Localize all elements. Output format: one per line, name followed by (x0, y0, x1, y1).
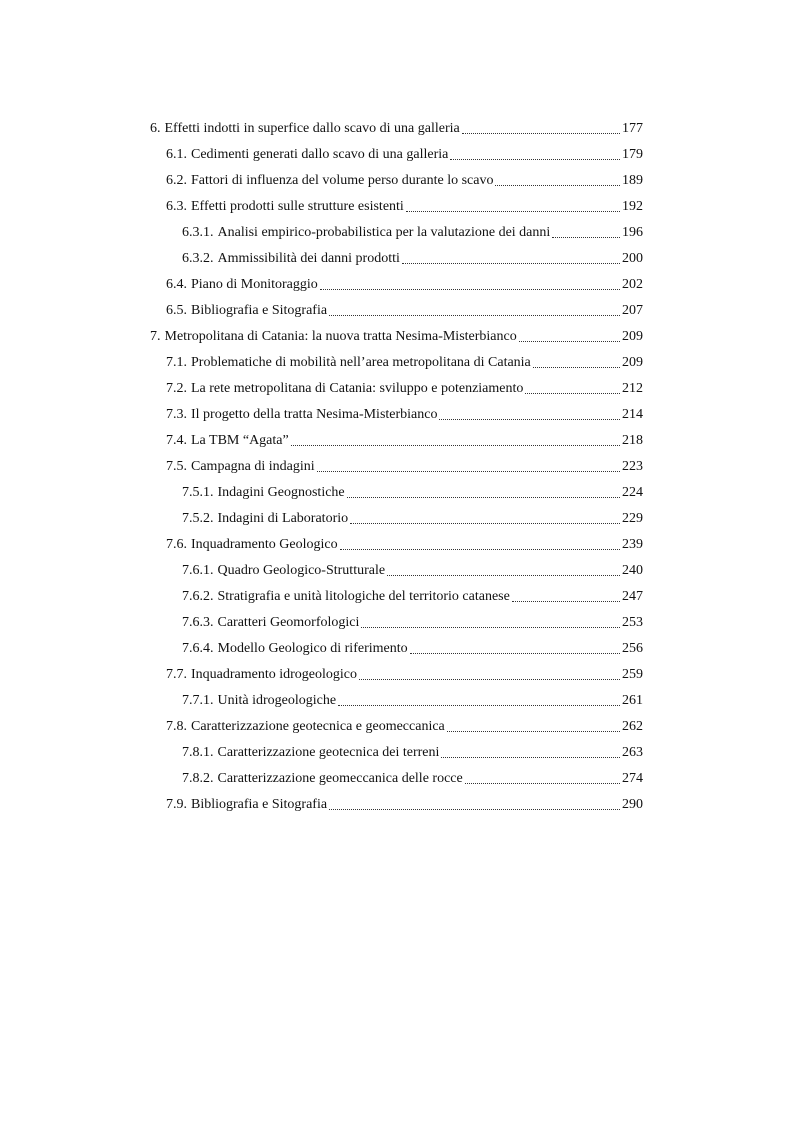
toc-entry-page: 247 (622, 589, 643, 604)
toc-entry-title: La TBM “Agata” (191, 433, 289, 448)
toc-entry-page: 192 (622, 199, 643, 214)
toc-entry-title: Stratigrafia e unità litologiche del territorio catanese (217, 589, 510, 604)
dot-leader (447, 731, 620, 732)
toc-entry-page: 189 (622, 173, 643, 188)
toc-entry-page: 262 (622, 719, 643, 734)
toc-entry-page: 256 (622, 641, 643, 656)
toc-entry-title: Il progetto della tratta Nesima-Misterbianco (191, 407, 438, 422)
toc-entry-title: Indagini di Laboratorio (217, 511, 349, 526)
toc-entry-title: Caratteri Geomorfologici (217, 615, 360, 630)
toc-entry-number: 7.8.2. (182, 771, 214, 786)
toc-entry[interactable] (150, 580, 643, 606)
toc-entry-page: 202 (622, 277, 643, 292)
toc-entry-title: Unità idrogeologiche (217, 693, 337, 708)
dot-leader (338, 705, 620, 706)
toc-entry-number: 7.4. (166, 433, 187, 448)
dot-leader (350, 523, 620, 524)
dot-leader (329, 809, 620, 810)
dot-leader (410, 653, 620, 654)
toc-entry-number: 6.2. (166, 173, 187, 188)
toc-entry-number: 7.9. (166, 797, 187, 812)
toc-entry-page: 261 (622, 693, 643, 708)
toc-entry-title: Effetti indotti in superfice dallo scavo di una galleria (164, 121, 460, 136)
toc-entry-page: 209 (622, 355, 643, 370)
toc-entry-page: 214 (622, 407, 643, 422)
toc-entry-title: Caratterizzazione geomeccanica delle rocce (217, 771, 463, 786)
toc-entry-number: 6.5. (166, 303, 187, 318)
toc-entry-number: 7.5.1. (182, 485, 214, 500)
toc-entry-page: 253 (622, 615, 643, 630)
toc-entry[interactable] (150, 606, 643, 632)
toc-entry-title: Piano di Monitoraggio (191, 277, 318, 292)
toc-entry-title: Metropolitana di Catania: la nuova tratta Nesima-Misterbianco (164, 329, 517, 344)
toc-entry-page: 200 (622, 251, 643, 266)
toc-entry[interactable] (150, 268, 643, 294)
toc-entry[interactable] (150, 112, 643, 138)
toc-entry-number: 7.6. (166, 537, 187, 552)
toc-entry-page: 223 (622, 459, 643, 474)
toc-entry[interactable] (150, 684, 643, 710)
toc-entry[interactable] (150, 788, 643, 814)
toc-entry-title: Caratterizzazione geotecnica dei terreni (217, 745, 440, 760)
toc-entry-page: 196 (622, 225, 643, 240)
toc-entry[interactable] (150, 294, 643, 320)
toc-entry-page: 207 (622, 303, 643, 318)
toc-entry[interactable] (150, 138, 643, 164)
toc-entry-number: 7.6.2. (182, 589, 214, 604)
toc-entry[interactable] (150, 164, 643, 190)
toc-entry-number: 6.3.1. (182, 225, 214, 240)
toc-entry[interactable] (150, 372, 643, 398)
toc-entry[interactable] (150, 320, 643, 346)
toc-entry-number: 7.8. (166, 719, 187, 734)
toc-entry-title: Campagna di indagini (191, 459, 315, 474)
toc-entry-title: Problematiche di mobilità nell’area metropolitana di Catania (191, 355, 531, 370)
toc-entry-number: 7.7. (166, 667, 187, 682)
toc-entry[interactable] (150, 710, 643, 736)
toc-entry[interactable] (150, 424, 643, 450)
toc-entry-title: Caratterizzazione geotecnica e geomeccanica (191, 719, 445, 734)
toc-entry[interactable] (150, 554, 643, 580)
toc-entry-number: 6.1. (166, 147, 187, 162)
toc-entry-title: Indagini Geognostiche (217, 485, 345, 500)
toc-entry-page: 224 (622, 485, 643, 500)
toc-entry-number: 7.6.4. (182, 641, 214, 656)
dot-leader (552, 237, 620, 238)
toc-entry-title: Modello Geologico di riferimento (217, 641, 408, 656)
dot-leader (525, 393, 620, 394)
toc-entry-number: 7.6.3. (182, 615, 214, 630)
dot-leader (340, 549, 620, 550)
toc-entry-title: Cedimenti generati dallo scavo di una galleria (191, 147, 449, 162)
toc-entry-page: 229 (622, 511, 643, 526)
toc-entry-number: 7.3. (166, 407, 187, 422)
toc-entry[interactable] (150, 632, 643, 658)
toc-entry-number: 6. (150, 121, 161, 136)
toc-entry-page: 240 (622, 563, 643, 578)
dot-leader (329, 315, 620, 316)
toc-entry-title: Quadro Geologico-Strutturale (217, 563, 386, 578)
toc-entry-title: Ammissibilità dei danni prodotti (217, 251, 400, 266)
toc-entry-number: 7.7.1. (182, 693, 214, 708)
toc-entry[interactable] (150, 450, 643, 476)
toc-entry-number: 6.3.2. (182, 251, 214, 266)
toc-entry[interactable] (150, 242, 643, 268)
toc-entry-title: La rete metropolitana di Catania: sviluppo e potenziamento (191, 381, 524, 396)
toc-entry[interactable] (150, 346, 643, 372)
toc-entry-page: 212 (622, 381, 643, 396)
toc-entry-title: Inquadramento Geologico (191, 537, 338, 552)
toc-entry-page: 218 (622, 433, 643, 448)
toc-entry-page: 274 (622, 771, 643, 786)
toc-entry-number: 7.6.1. (182, 563, 214, 578)
toc-entry-page: 259 (622, 667, 643, 682)
toc-entry[interactable] (150, 658, 643, 684)
toc-entry-number: 7.2. (166, 381, 187, 396)
dot-leader (359, 679, 620, 680)
dot-leader (361, 627, 620, 628)
dot-leader (402, 263, 620, 264)
toc-entry-title: Fattori di influenza del volume perso durante lo scavo (191, 173, 494, 188)
toc-entry[interactable] (150, 398, 643, 424)
dot-leader (317, 471, 620, 472)
toc-entry-page: 179 (622, 147, 643, 162)
dot-leader (450, 159, 620, 160)
toc-entry[interactable] (150, 476, 643, 502)
toc-entry-number: 6.3. (166, 199, 187, 214)
toc-entry[interactable] (150, 190, 643, 216)
dot-leader (462, 133, 620, 134)
table-of-contents (150, 112, 643, 814)
toc-entry-page: 209 (622, 329, 643, 344)
toc-entry-title: Bibliografia e Sitografia (191, 303, 328, 318)
toc-entry-number: 7. (150, 329, 161, 344)
toc-entry-number: 7.5. (166, 459, 187, 474)
toc-entry[interactable] (150, 762, 643, 788)
dot-leader (533, 367, 620, 368)
toc-entry[interactable] (150, 216, 643, 242)
dot-leader (519, 341, 620, 342)
toc-entry[interactable] (150, 736, 643, 762)
dot-leader (465, 783, 620, 784)
toc-entry-page: 239 (622, 537, 643, 552)
toc-entry-page: 177 (622, 121, 643, 136)
dot-leader (387, 575, 620, 576)
dot-leader (320, 289, 620, 290)
toc-entry-page: 263 (622, 745, 643, 760)
toc-entry-number: 6.4. (166, 277, 187, 292)
toc-entry-title: Bibliografia e Sitografia (191, 797, 328, 812)
dot-leader (441, 757, 620, 758)
toc-entry-number: 7.1. (166, 355, 187, 370)
dot-leader (495, 185, 620, 186)
toc-entry-title: Analisi empirico-probabilistica per la valutazione dei danni (217, 225, 551, 240)
toc-entry[interactable] (150, 528, 643, 554)
dot-leader (291, 445, 620, 446)
toc-entry-number: 7.5.2. (182, 511, 214, 526)
dot-leader (439, 419, 620, 420)
dot-leader (347, 497, 620, 498)
toc-entry-page: 290 (622, 797, 643, 812)
toc-entry-title: Effetti prodotti sulle strutture esistenti (191, 199, 404, 214)
dot-leader (406, 211, 620, 212)
toc-entry[interactable] (150, 502, 643, 528)
toc-entry-number: 7.8.1. (182, 745, 214, 760)
dot-leader (512, 601, 620, 602)
toc-entry-title: Inquadramento idrogeologico (191, 667, 358, 682)
